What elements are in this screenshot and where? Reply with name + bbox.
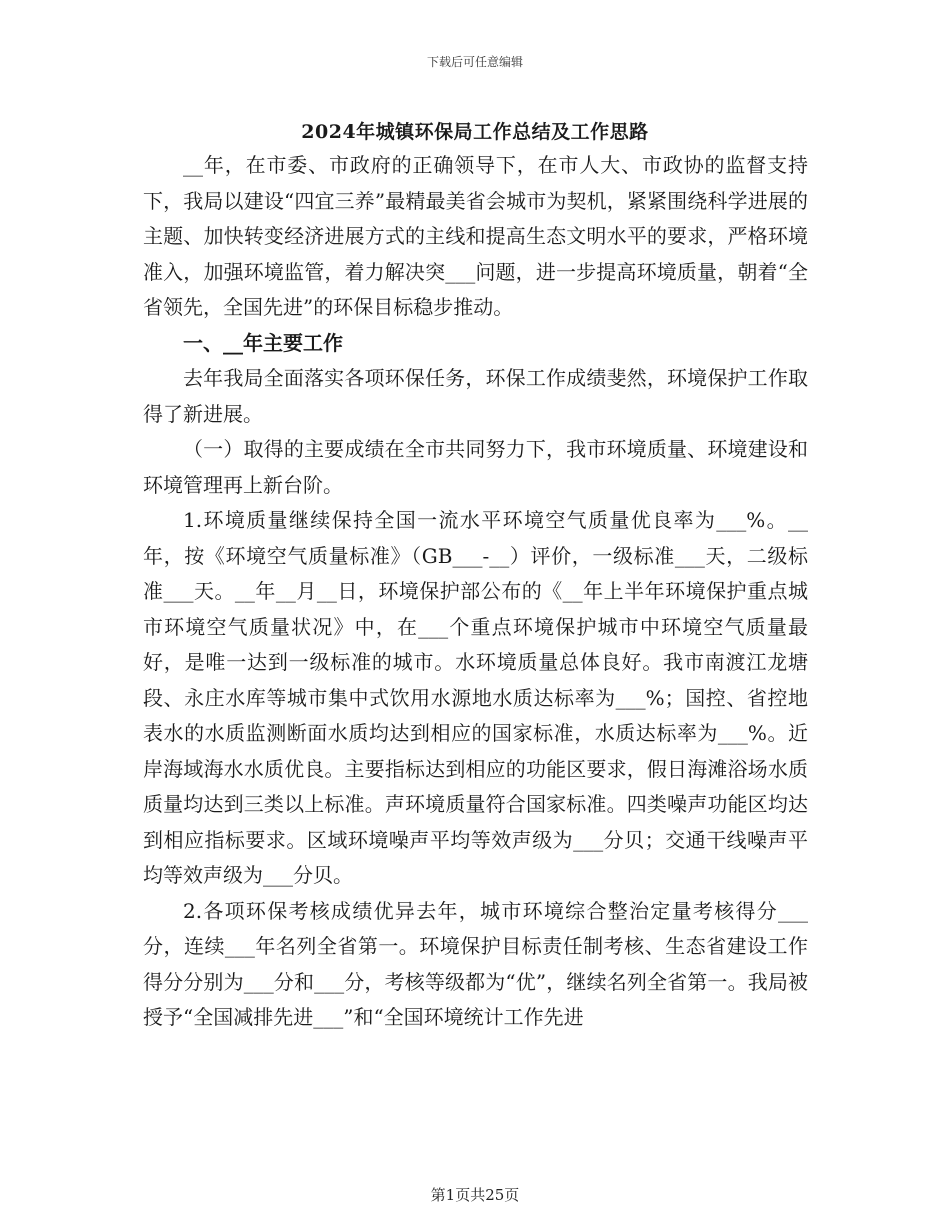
page-number: 第1页共25页 (430, 1186, 520, 1204)
body-paragraph: 2.各项环保考核成绩优异去年，城市环境综合整治定量考核得分___分，连续___年名列全省第一。环境保护目标责任制考核、生态省建设工作得分分别为___分和___分，考核等级都为“优”，继续名列全省第一。我局被授予“全国减排先进___”和“全国环境统计工作先进 (143, 898, 808, 1029)
document-title: 2024年城镇环保局工作总结及工作思路 (301, 121, 649, 143)
intro-paragraph: __年，在市委、市政府的正确领导下，在市人大、市政协的监督支持下，我局以建设“四宜三养”最精最美省会城市为契机，紧紧围绕科学进展的主题、加快转变经济进展方式的主线和提高生态文明水平的要求，严格环境准入，加强环境监管，着力解决突___问题，进一步提高环境质量，朝着“全省领先，全国先进”的环保目标稳步推动。 (143, 153, 808, 319)
body-paragraph: 1.环境质量继续保持全国一流水平环境空气质量优良率为___%。__年，按《环境空气质量标准》（GB___-__）评价，一级标准___天，二级标准___天。__年__月__日，环境保护部公布的《__年上半年环境保护重点城市环境空气质量状况》中，在___个重点环境保护城市中环境空气质量最好，是唯一达到一级标准的城市。水环境质量总体良好。我市南渡江龙塘段、永庄水库等城市集中式饮用水源地水质达标率为___%；国控、省控地表水的水质监测断面水质均达到相应的国家标准，水质达标率为___%。近岸海域海水水质优良。主要指标达到相应的功能区要求，假日海滩浴场水质质量均达到三类以上标准。声环境质量符合国家标准。四类噪声功能区均达到相应指标要求。区域环境噪声平均等效声级为___分贝；交通干线噪声平均等效声级为___分贝。 (143, 508, 808, 887)
document-body (143, 148, 808, 1036)
body-paragraph: （一）取得的主要成绩在全市共同努力下，我市环境质量、环境建设和环境管理再上新台阶。 (143, 437, 808, 497)
body-paragraph: 去年我局全面落实各项环保任务，环保工作成绩斐然，环境保护工作取得了新进展。 (143, 366, 808, 426)
page-header: 下载后可任意编辑 (426, 55, 523, 69)
section-heading: 一、__年主要工作 (183, 330, 343, 355)
